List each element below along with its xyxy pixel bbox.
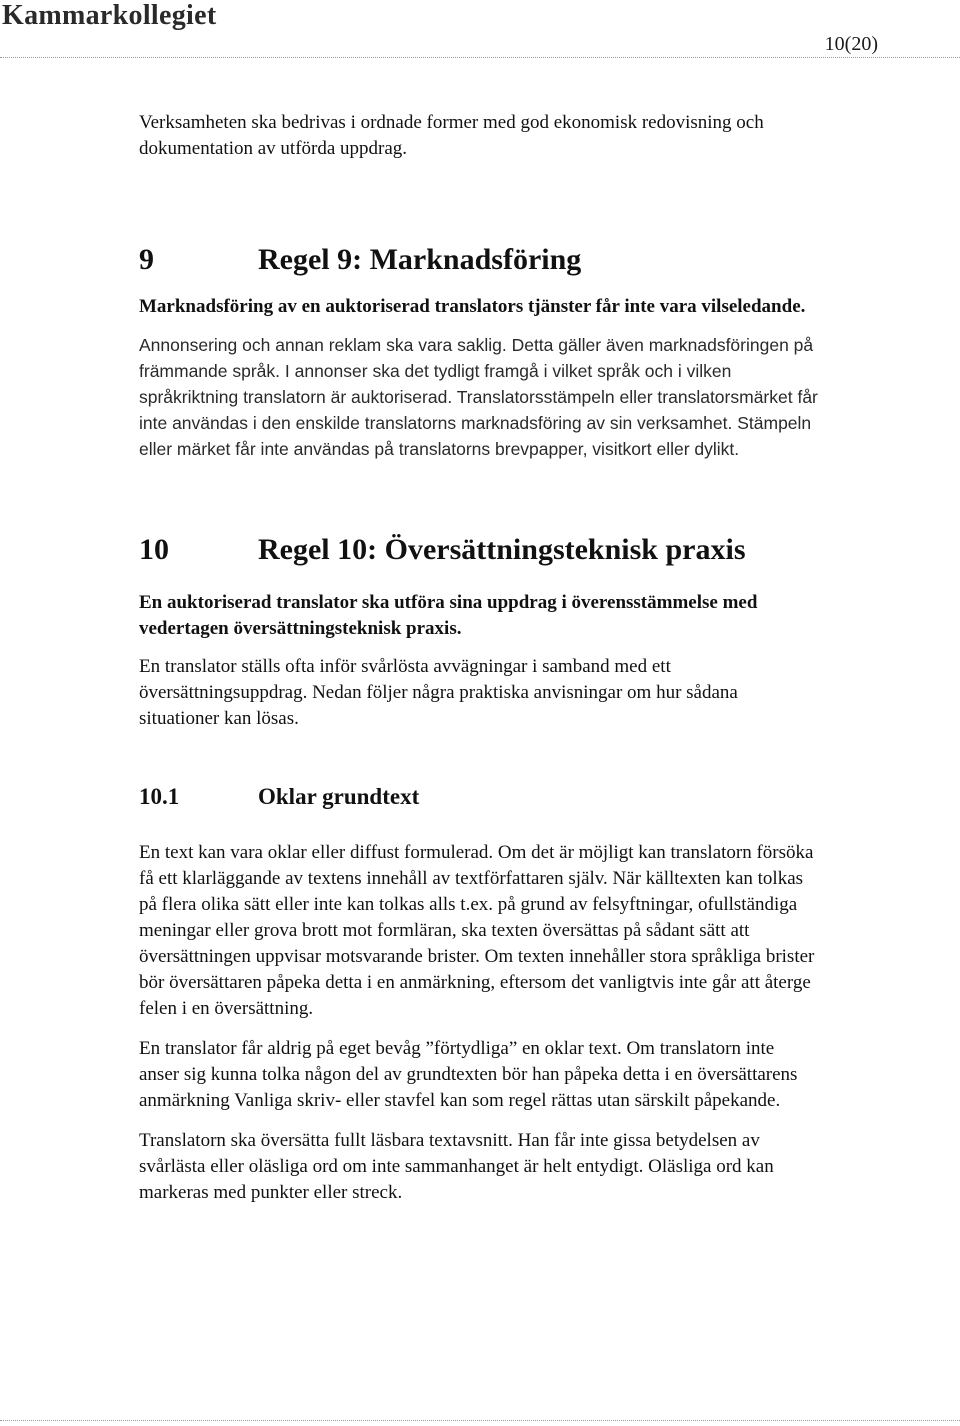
section-10-title: Regel 10: Översättningsteknisk praxis xyxy=(258,533,746,566)
page-number: 10(20) xyxy=(824,33,878,55)
section-9-heading xyxy=(139,242,839,278)
section-10-1-number: 10.1 xyxy=(139,784,180,809)
section-10-heading xyxy=(139,532,839,568)
kammarkollegiet-logo: Kammarkollegiet xyxy=(2,0,217,31)
page-content xyxy=(139,110,839,1206)
section-10-body: En translator ställs ofta inför svårlösta avvägningar i samband med ett översättningsuppdrag. Nedan följer några praktiska anvisningar om hur sådana situationer kan lösas. xyxy=(139,656,738,729)
section-10-1-paragraph-2: En translator får aldrig på eget bevåg ”förtydliga” en oklar text. Om translatorn inte anser sig kunna tolka någon del av grundtexten bör han påpeka detta i en översättarens anmärkning Vanliga skriv- eller stavfel kan som regel rättas utan särskilt påpekande. xyxy=(139,1038,798,1111)
section-10-1-paragraph-1: En text kan vara oklar eller diffust formulerad. Om det är möjligt kan translatorn försöka få ett klarläggande av textens innehåll av textförfattaren själv. När källtexten kan tolkas på flera olika sätt eller inte kan tolkas alls t.ex. på grund av felsyftningar, ofullständiga meningar eller grova brott mot formläran, ska texten översättas på sådant sätt att översättningen uppvisar motsvarande brister. Om texten innehåller stora språkliga brister bör översättaren påpeka detta i en anmärkning, eftersom det vanligtvis inte går att återge felen i en översättning. xyxy=(139,842,815,1019)
section-10-lead: En auktoriserad translator ska utföra sina uppdrag i överensstämmelse med vedertagen översättningsteknisk praxis. xyxy=(139,592,758,639)
section-9-lead: Marknadsföring av en auktoriserad translators tjänster får inte vara vilseledande. xyxy=(139,296,806,317)
section-9-title: Regel 9: Marknadsföring xyxy=(258,243,582,276)
section-10-1-paragraph-3: Translatorn ska översätta fullt läsbara textavsnitt. Han får inte gissa betydelsen av svårlästa eller oläsliga ord om inte sammanhanget är helt entydigt. Oläsliga ord kan markeras med punkter eller streck. xyxy=(139,1130,774,1203)
section-9-number: 9 xyxy=(139,243,154,276)
section-9-body: Annonsering och annan reklam ska vara saklig. Detta gäller även marknadsföringen på främmande språk. I annonser ska det tydligt framgå i vilket språk och i vilken språkriktning translatorn är auktoriserad. Translatorsstämpeln eller translatorsmärket får inte användas i den enskilde translatorns marknadsföring av sin verksamhet. Stämpeln eller märket får inte användas på translatorns brevpapper, visitkort eller dylikt. xyxy=(139,335,818,459)
section-10-number: 10 xyxy=(139,533,169,566)
header-divider xyxy=(0,57,960,58)
section-10-1-heading xyxy=(139,782,839,812)
intro-paragraph: Verksamheten ska bedrivas i ordnade former med god ekonomisk redovisning och dokumentation av utförda uppdrag. xyxy=(139,112,764,159)
section-10-1-title: Oklar grundtext xyxy=(258,784,420,809)
footer-divider xyxy=(0,1420,960,1421)
